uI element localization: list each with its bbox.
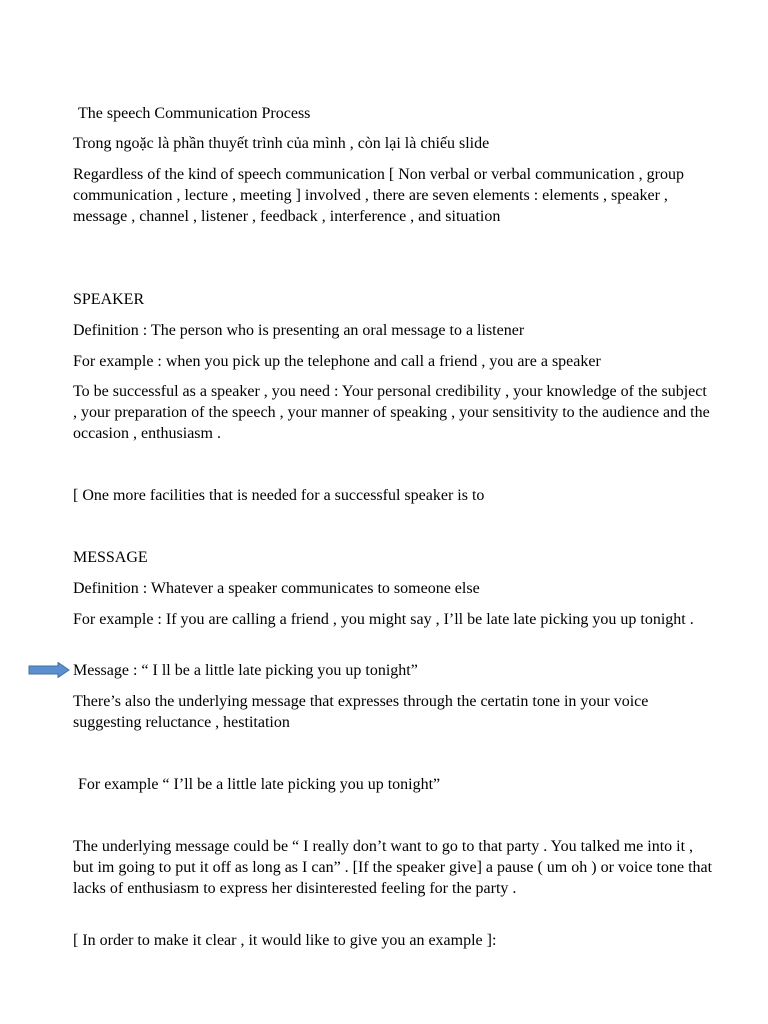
speaker-example: For example : when you pick up the telephone and call a friend , you are a speaker xyxy=(73,353,601,370)
underlying-message-paragraph: There’s also the underlying message that expresses through the certatin tone in your voice suggesting reluctance , hestitation xyxy=(73,693,649,731)
closing-note: [ In order to make it clear , it would like to give you an example ]: xyxy=(73,932,497,949)
message-heading: MESSAGE xyxy=(73,549,148,566)
message-definition: Definition : Whatever a speaker communicates to someone else xyxy=(73,580,480,597)
document-title: The speech Communication Process xyxy=(78,105,311,122)
right-arrow-shape xyxy=(29,663,69,678)
presentation-note: Trong ngoặc là phần thuyết trình của mình , còn lại là chiếu slide xyxy=(73,135,490,152)
message-arrow-line: Message : “ I ll be a little late picking you up tonight” xyxy=(73,662,418,679)
right-arrow-icon xyxy=(28,662,70,678)
speaker-heading: SPEAKER xyxy=(73,291,145,308)
underlying-message-paragraph-2: The underlying message could be “ I really don’t want to go to that party . You talked me into it , but im going to put it off as long as I can” . [If the speaker give] a pause ( um oh ) or voice tone that lacks of enthusiasm to express her disinterested feeling for the party . xyxy=(73,838,713,897)
message-example: For example : If you are calling a friend , you might say , I’ll be late late picking you up tonight . xyxy=(73,611,694,628)
intro-paragraph: Regardless of the kind of speech communication [ Non verbal or verbal communication , group communication , lecture , meeting ] involved , there are seven elements : elements , speaker , message , channel , listener , feedback , interference , and situation xyxy=(73,166,684,225)
speaker-extra-note: [ One more facilities that is needed for a successful speaker is to xyxy=(73,487,485,504)
message-example-2: For example “ I’ll be a little late picking you up tonight” xyxy=(78,776,441,793)
speaker-definition: Definition : The person who is presenting an oral message to a listener xyxy=(73,322,525,339)
speaker-success-paragraph: To be successful as a speaker , you need : Your personal credibility , your knowledge of the subject , your preparation of the speech , your manner of speaking , your sensitivity to the audience and the occasion , enthusiasm . xyxy=(73,383,710,442)
